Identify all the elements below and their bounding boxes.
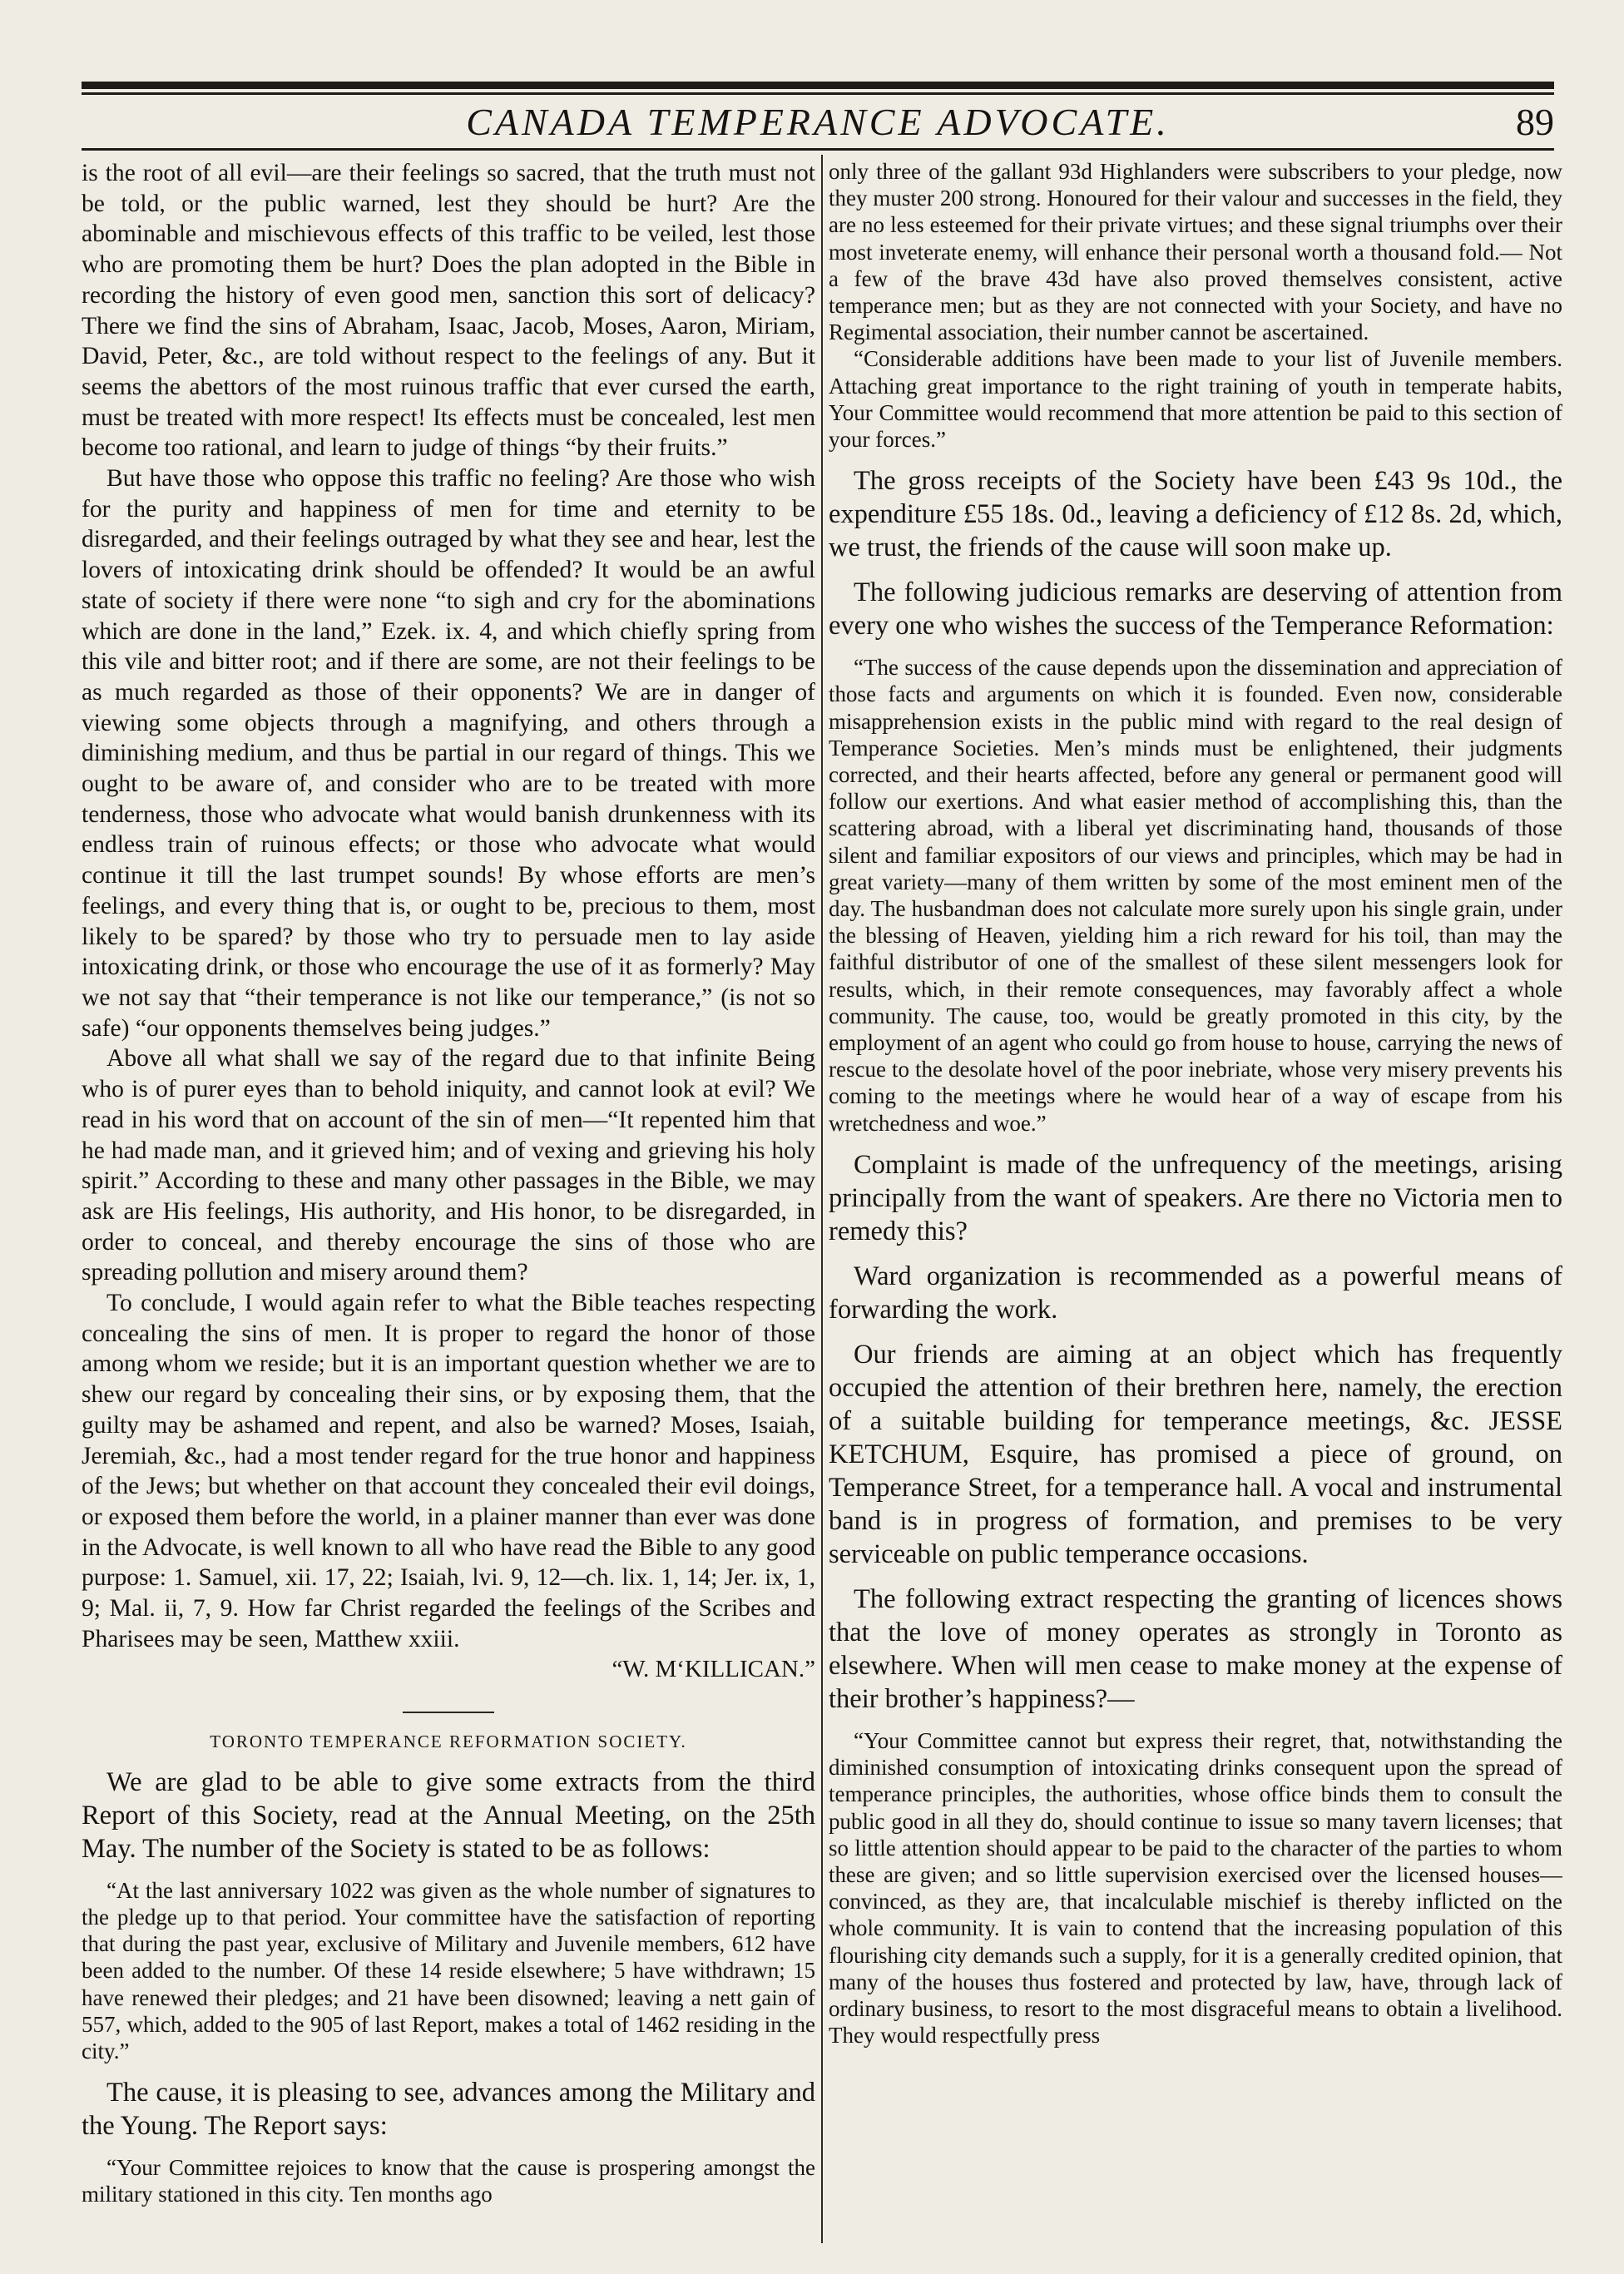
paragraph: Complaint is made of the unfrequency of the meetings, arising principally from the want of speakers. Are there no Victoria men to remedy this? <box>829 1149 1562 1246</box>
paragraph: The cause, it is pleasing to see, advances among the Military and the Young. The Report says: <box>82 2078 815 2142</box>
quoted-paragraph: “Considerable additions have been made to your list of Juvenile members. Attaching great importance to the right training of youth in temperate habits, Your Committee would recommend that more attention be paid to this section of your forces.” <box>829 346 1562 453</box>
paragraph: Ward organization is recommended as a powerful means of forwarding the work. <box>829 1261 1562 1325</box>
paragraph: The following judicious remarks are deserving of attention from every one who wishes the success of the Temperance Reformation: <box>829 577 1562 642</box>
paragraph: But have those who oppose this traffic no feeling? Are those who wish for the purity and happiness of men for time and eternity to be disregarded, and their feelings outraged by what they see and hear, lest the lovers of intoxicating drink should be offended? It would be an awful state of society if there were none “to sigh and cry for the abominations which are done in the land,” Ezek. ix. 4, and which chiefly spring from this vile and bitter root; and if there are some, are not their feelings to be as much regarded as those of their opponents? We are in danger of viewing some objects through a magnifying, and others through a diminishing medium, and thus be partial in our regard of things. This we ought to be aware of, and consider who are to be treated with more tenderness, those who advocate what would banish drunkenness with its endless train of ruinous effects; or those who advocate what would continue it till the last trumpet sounds! By whose efforts are men’s feelings, and every thing that is, or ought to be, precious to them, most likely to be spared? by those who try to persuade men to lay aside intoxicating drink, or those who encourage the use of it as formerly? May we not say that “their temperance is not like our temperance,” (is not so safe) “our opponents themselves being judges.” <box>82 465 815 1042</box>
quoted-paragraph: “At the last anniversary 1022 was given as the whole number of signatures to the pledge up to that period. Your committee have the satisfaction of reporting that during the past year, exclusive of Military and Juvenile members, 612 have been added to the number. Of these 14 reside elsewhere; 5 have withdrawn; 15 have renewed their pledges; and 21 have been disowned; leaving a nett gain of 557, which, added to the 905 of last Report, makes a total of 1462 residing in the city.” <box>82 1877 815 2064</box>
top-double-rule <box>82 82 1554 95</box>
paragraph: The gross receipts of the Society have been £43 9s 10d., the expenditure £55 18s. 0d., leaving a deficiency of £12 8s. 2d, which, we trust, the friends of the cause will soon make up. <box>829 466 1562 563</box>
quoted-paragraph: “Your Committee rejoices to know that the cause is prospering amongst the military stationed in this city. Ten months ago <box>82 2155 815 2207</box>
column-divider <box>821 155 823 2243</box>
section-divider <box>403 1712 494 1713</box>
right-column <box>829 158 1562 2247</box>
quoted-paragraph: “The success of the cause depends upon the dissemination and appreciation of those facts and arguments on which it is founded. Even now, considerable misapprehension exists in the public mind with regard to the real design of Temperance Societies. Men’s minds must be enlightened, their judgments corrected, and their hearts affected, before any general or permanent good will follow our exertions. And what easier method of accomplishing this, than the scattering abroad, with a liberal yet discriminating hand, thousands of those silent and familiar expositors of our views and principles, which may be had in great variety—many of them written by some of the most eminent men of the day. The husbandman does not calculate more surely upon his single grain, under the blessing of Heaven, yielding him a rich reward for his toil, than may the faithful distributor of one of the smallest of these silent messengers look for results, which, in their remote consequences, may favorably affect a whole community. The cause, too, would be greatly promoted in this city, by the employment of an agent who could go from house to house, carrying the news of rescue to the desolate hovel of the poor inebriate, whose very misery prevents his coming to the meetings where he would hear of a way of escape from his wretchedness and woe.” <box>829 655 1562 1136</box>
paragraph: Above all what shall we say of the regard due to that infinite Being who is of purer eyes than to behold iniquity, and cannot look at evil? We read in his word that on account of the sin of men—“It repented him that he had made man, and it grieved him; and of vexing and grieving his holy spirit.” According to these and many other passages in the Bible, we may ask are His feelings, His authority, and His honor, to be disregarded, in order to conceal, and thereby encourage the sins of those who are spreading pollution and misery around them? <box>82 1045 815 1286</box>
quoted-paragraph: only three of the gallant 93d Highlanders were subscribers to your pledge, now they muster 200 strong. Honoured for their valour and successes in the field, they are no less esteemed for their private virtues; and these signal triumphs over their most inveterate enemy, will enhance their personal worth a thousand fold.— Not a few of the brave 43d have also proved themselves consistent, active temperance men; but as they are not connected with your Society, and have no Regimental association, their number cannot be ascertained. <box>829 159 1562 345</box>
paragraph: We are glad to be able to give some extracts from the third Report of this Society, read at the Annual Meeting, on the 25th May. The number of the Society is stated to be as follows: <box>82 1766 815 1864</box>
paragraph: To conclude, I would again refer to what the Bible teaches respecting concealing the sins of men. It is proper to regard the honor of those among whom we reside; but it is an important question whether we are to shew our regard by concealing their sins, or by exposing them, that the guilty may be ashamed and repent, and also be warned? Moses, Isaiah, Jeremiah, &c., had a most tender regard for the true honor and happiness of the Jews; but whether on that account they concealed their evil doings, or exposed them before the world, in a plainer manner than ever was done in the Advocate, is well known to all who have read the Bible to any good purpose: 1. Samuel, xii. 17, 22; Isaiah, lvi. 9, 12—ch. lix. 1, 14; Jer. ix, 1, 9; Mal. ii, 7, 9. How far Christ regarded the feelings of the Scribes and Pharisees may be seen, Matthew xxiii. <box>82 1290 815 1652</box>
running-title: CANADA TEMPERANCE ADVOCATE. <box>466 101 1170 143</box>
quoted-paragraph: “Your Committee cannot but express their regret, that, notwithstanding the diminished consumption of intoxicating drinks consequent upon the spread of temperance principles, the authorities, whose office binds them to consult the public good in all they do, should continue to issue so many tavern licenses; that so little attention should appear to be paid to the character of the parties to whom these are given; and so little supervision exercised over the licensed houses—convinced, as they are, that incalculable mischief is thereby inflicted on the whole community. It is vain to contend that the increasing population of this flourishing city demands such a supply, for it is a generally credited opinion, that many of the houses thus fostered and protected by law, have, through lack of ordinary business, to resort to the most disgraceful means to obtain a livelihood. They would respectfully press <box>829 1727 1562 2049</box>
header-rule <box>82 148 1554 151</box>
page-number: 89 <box>1516 101 1554 143</box>
paragraph: The following extract respecting the granting of licences shows that the love of money operates as strongly in Toronto as elsewhere. When will men cease to make money at the expense of their brother’s happiness?— <box>829 1583 1562 1714</box>
signature: “W. M‘KILLICAN.” <box>611 1656 815 1683</box>
left-column <box>82 158 815 2247</box>
running-header <box>82 97 1554 148</box>
section-heading: TORONTO TEMPERANCE REFORMATION SOCIETY. <box>210 1732 687 1752</box>
paragraph: Our friends are aiming at an object which has frequently occupied the attention of their brethren here, namely, the erection of a suitable building for temperance meetings, &c. JESSE KETCHUM, Esquire, has promised a piece of ground, on Temperance Street, for a temperance hall. A vocal and instrumental band is in progress of formation, and premises to be very serviceable on public temperance occasions. <box>829 1339 1562 1569</box>
paragraph: is the root of all evil—are their feelings so sacred, that the truth must not be told, or the public warned, lest they should be hurt? Are the abominable and mischievous effects of this traffic to be veiled, lest those who are promoting them be hurt? Does the plan adopted in the Bible in recording the history of even good men, sanction this sort of delicacy? There we find the sins of Abraham, Isaac, Jacob, Moses, Aaron, Miriam, David, Peter, &c., are told without respect to the feelings of any. But it seems the abettors of the most ruinous traffic that ever cursed the earth, must be treated with more respect! Its effects must be concealed, lest men become too rational, and learn to judge of things “by their fruits.” <box>82 160 815 462</box>
